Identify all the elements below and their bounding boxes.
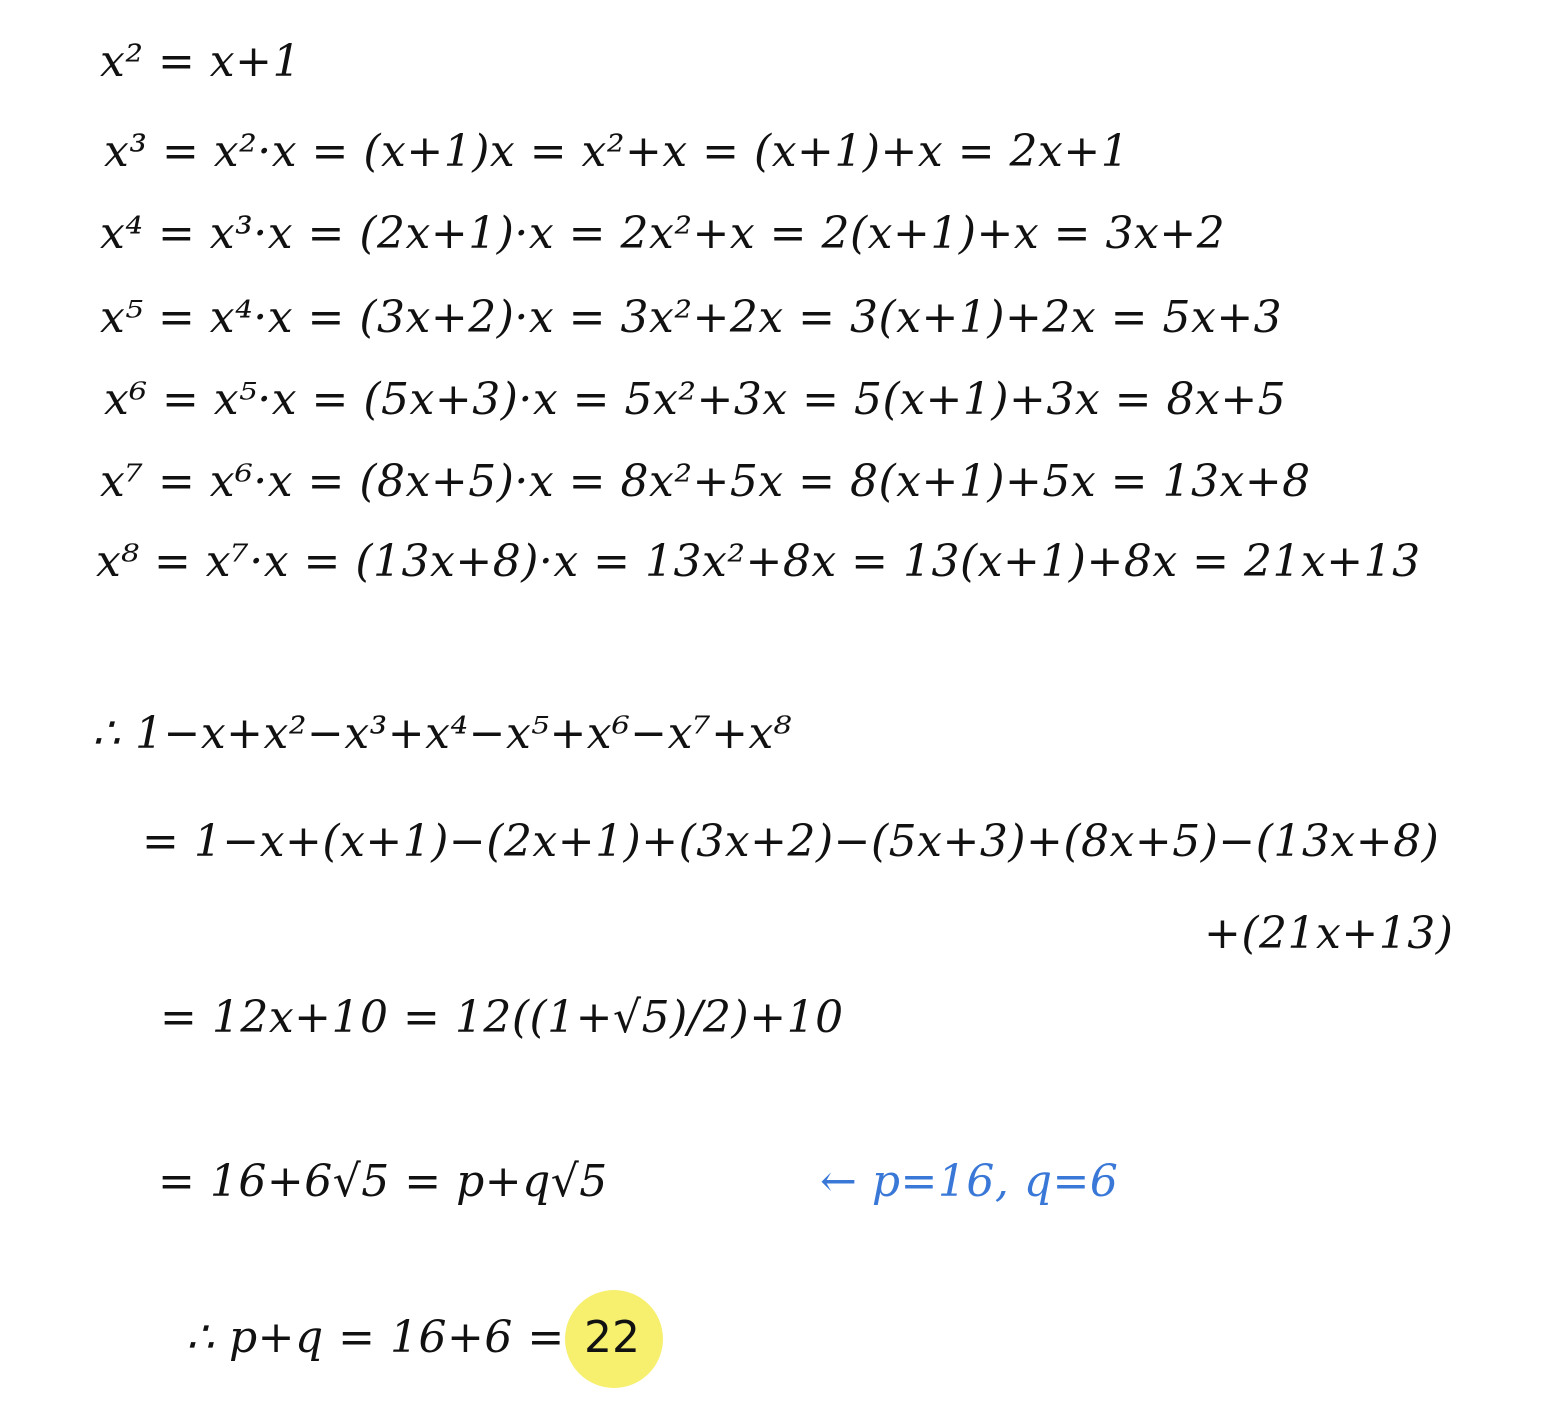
final-answer: 22 (584, 1312, 640, 1363)
equation-line-5: x⁶ = x⁵·x = (5x+3)·x = 5x²+3x = 5(x+1)+3x = 8x+5 (104, 374, 1287, 425)
sum-expression: ∴ 1−x+x²−x³+x⁴−x⁵+x⁶−x⁷+x⁸ (92, 708, 792, 759)
result-line: = 16+6√5 = p+q√5 (158, 1156, 608, 1207)
equation-line-4: x⁵ = x⁴·x = (3x+2)·x = 3x²+2x = 3(x+1)+2x = 5x+3 (100, 292, 1283, 343)
simplified-line: = 12x+10 = 12((1+√5)/2)+10 (160, 992, 844, 1043)
final-sum-line: ∴ p+q = 16+6 = (186, 1312, 565, 1363)
substitution-line: = 1−x+(x+1)−(2x+1)+(3x+2)−(5x+3)+(8x+5)−(13x+8) (142, 816, 1440, 867)
equation-line-3: x⁴ = x³·x = (2x+1)·x = 2x²+x = 2(x+1)+x = 3x+2 (100, 208, 1226, 259)
equation-line-1: x² = x+1 (100, 36, 301, 87)
equation-line-6: x⁷ = x⁶·x = (8x+5)·x = 8x²+5x = 8(x+1)+5x = 13x+8 (100, 456, 1311, 507)
pq-values-note: ← p=16, q=6 (820, 1156, 1119, 1207)
equation-line-7: x⁸ = x⁷·x = (13x+8)·x = 13x²+8x = 13(x+1)+8x = 21x+13 (96, 536, 1421, 587)
equation-line-2: x³ = x²·x = (x+1)x = x²+x = (x+1)+x = 2x+1 (104, 126, 1130, 177)
substitution-continuation: +(21x+13) (1204, 908, 1454, 959)
